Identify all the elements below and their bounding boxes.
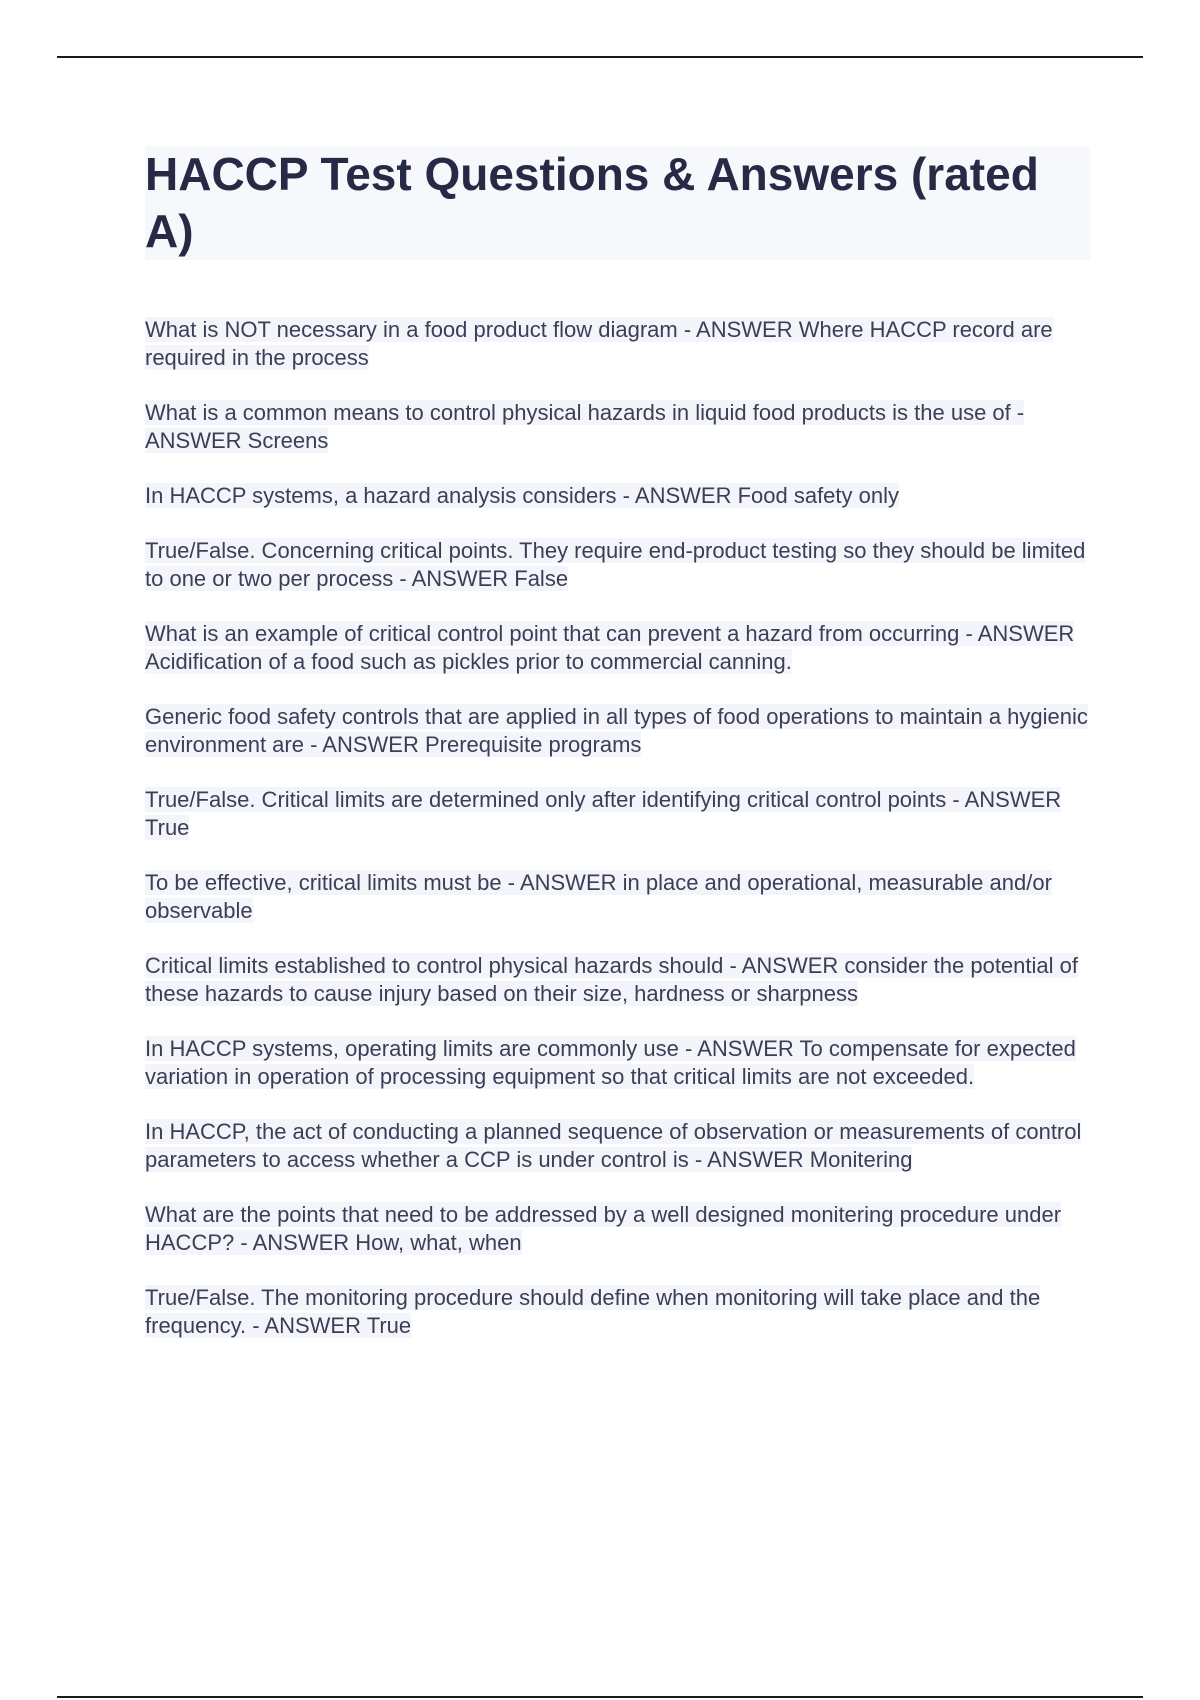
qa-text: To be effective, critical limits must be - ANSWER in place and operational, measurable and/or observable	[145, 870, 1052, 923]
qa-item-3	[145, 482, 1090, 510]
qa-item-1	[145, 316, 1090, 372]
qa-item-12	[145, 1201, 1090, 1257]
qa-item-8	[145, 869, 1090, 925]
qa-text: Generic food safety controls that are applied in all types of food operations to maintain a hygienic environment are - ANSWER Prerequisite programs	[145, 704, 1088, 757]
bottom-rule	[57, 1696, 1143, 1698]
qa-text: What is NOT necessary in a food product flow diagram - ANSWER Where HACCP record are required in the process	[145, 317, 1053, 370]
qa-text: What is an example of critical control point that can prevent a hazard from occurring - ANSWER Acidification of a food such as pickles prior to commercial canning.	[145, 621, 1075, 674]
document-title: HACCP Test Questions & Answers (rated A)	[145, 146, 1090, 260]
qa-text: True/False. Concerning critical points. They require end-product testing so they should be limited to one or two per process - ANSWER False	[145, 538, 1086, 591]
qa-item-9	[145, 952, 1090, 1008]
qa-text: True/False. The monitoring procedure should define when monitoring will take place and the frequency. - ANSWER True	[145, 1285, 1041, 1338]
qa-text: In HACCP, the act of conducting a planned sequence of observation or measurements of control parameters to access whether a CCP is under control is - ANSWER Monitering	[145, 1119, 1082, 1172]
qa-item-11	[145, 1118, 1090, 1174]
qa-text: What are the points that need to be addressed by a well designed monitering procedure under HACCP? - ANSWER How, what, when	[145, 1202, 1062, 1255]
qa-text: In HACCP systems, a hazard analysis considers - ANSWER Food safety only	[145, 483, 899, 508]
document-body	[145, 146, 1090, 1367]
qa-text: True/False. Critical limits are determined only after identifying critical control points - ANSWER True	[145, 787, 1062, 840]
qa-list	[145, 316, 1090, 1340]
qa-item-6	[145, 703, 1090, 759]
qa-item-7	[145, 786, 1090, 842]
qa-text: What is a common means to control physical hazards in liquid food products is the use of - ANSWER Screens	[145, 400, 1025, 453]
qa-item-4	[145, 537, 1090, 593]
qa-item-13	[145, 1284, 1090, 1340]
qa-text: In HACCP systems, operating limits are commonly use - ANSWER To compensate for expected variation in operation of processing equipment so that critical limits are not exceeded.	[145, 1036, 1076, 1089]
qa-item-2	[145, 399, 1090, 455]
top-rule	[57, 56, 1143, 58]
qa-item-5	[145, 620, 1090, 676]
qa-text: Critical limits established to control physical hazards should - ANSWER consider the potential of these hazards to cause injury based on their size, hardness or sharpness	[145, 953, 1078, 1006]
qa-item-10	[145, 1035, 1090, 1091]
